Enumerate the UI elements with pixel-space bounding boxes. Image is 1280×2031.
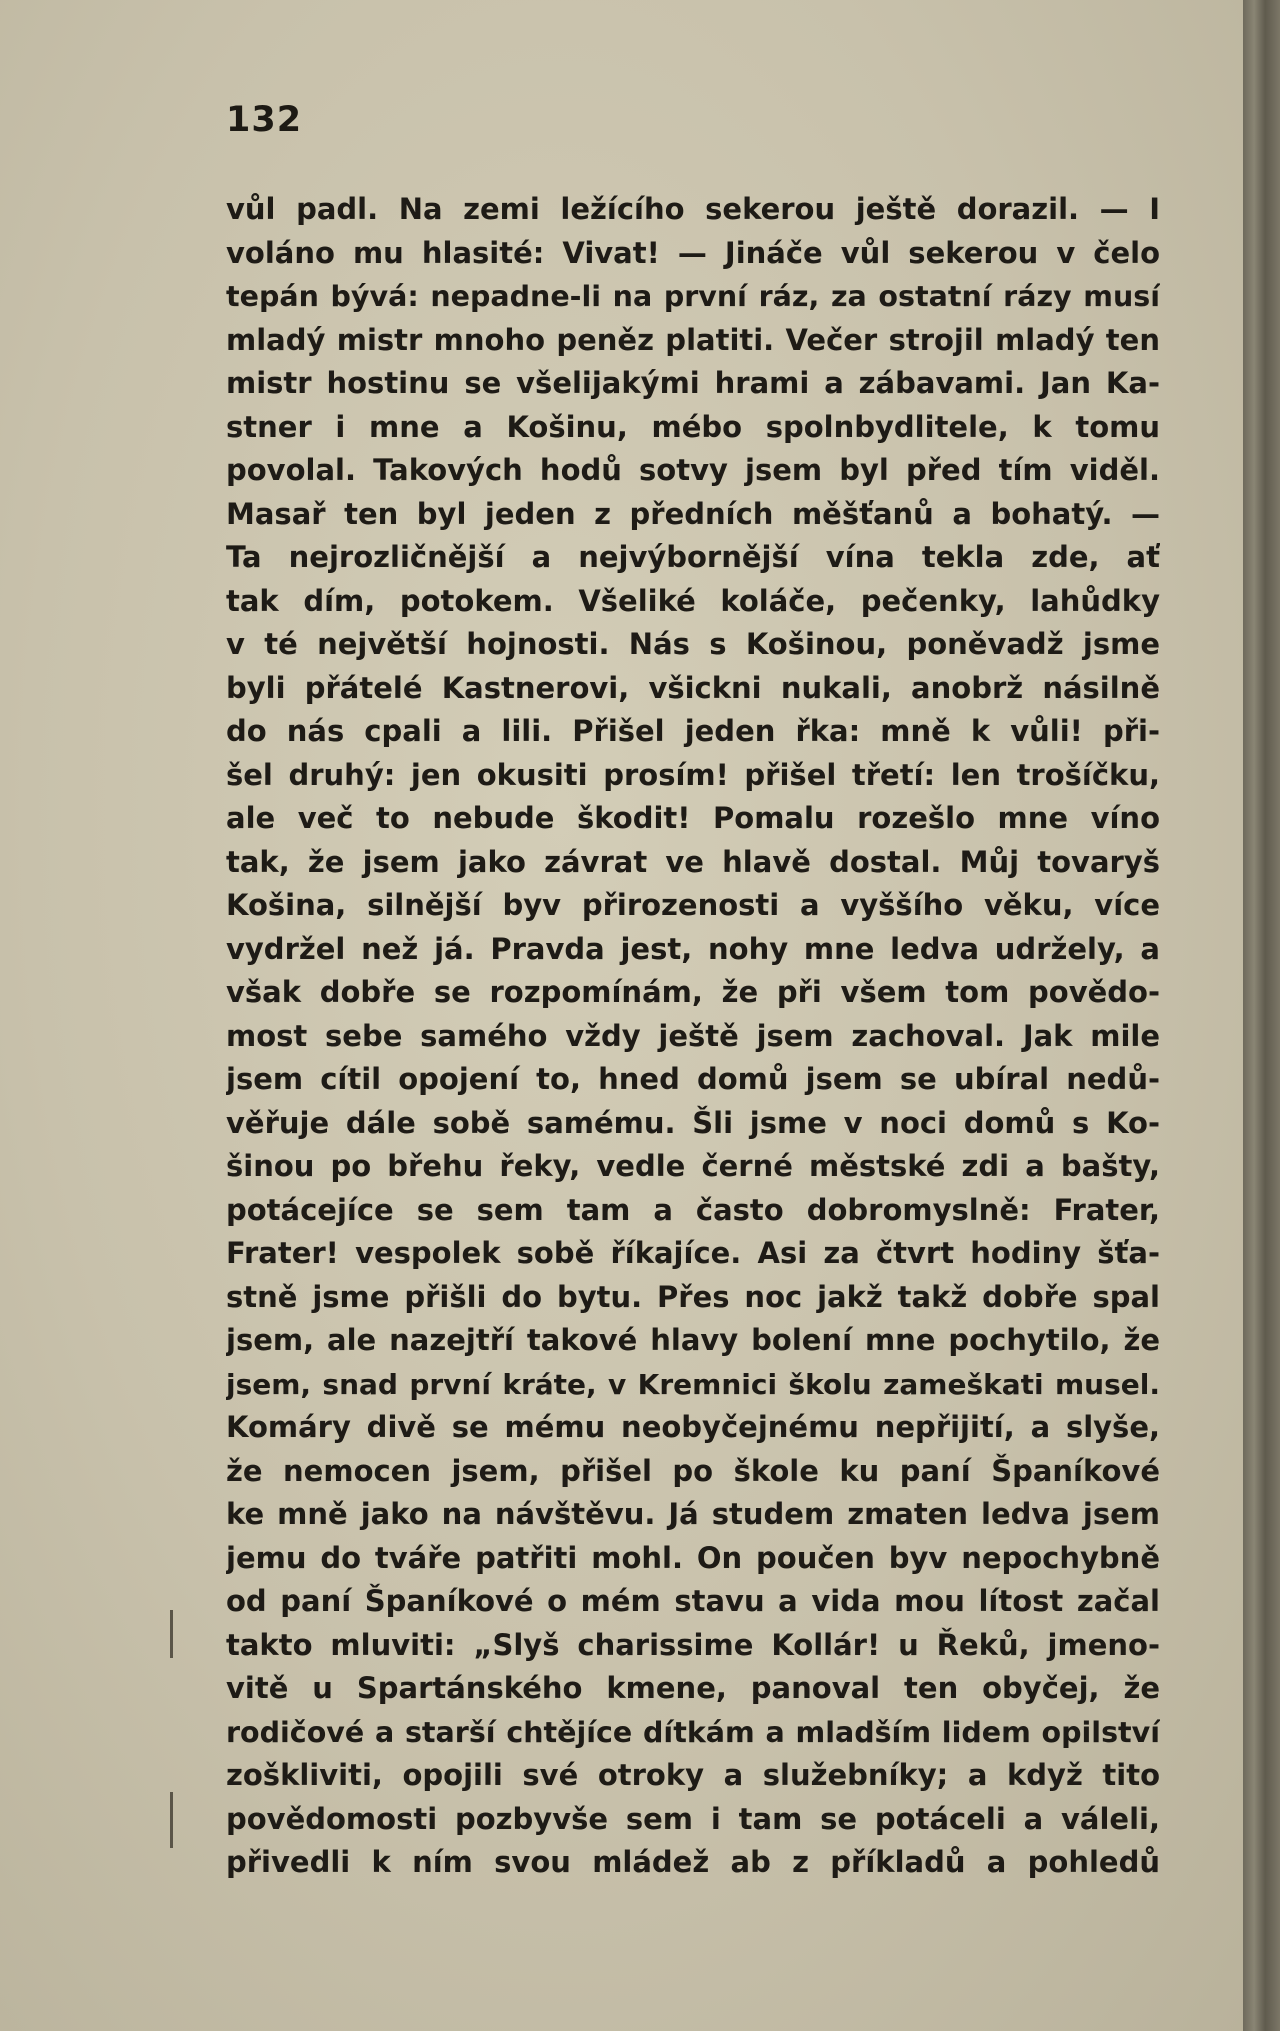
text-line: Ta nejrozličnější a nejvýbornější vína tekla zde, ať — [226, 540, 1160, 574]
text-line: Masař ten byl jeden z předních měšťanů a bohatý. — — [226, 496, 1160, 531]
text-line: rodičové a starší chtějíce dítkám a mladším lidem opilství — [226, 1715, 1160, 1749]
text-line: šinou po břehu řeky, vedle černé městské zdi a bašty, — [226, 1149, 1160, 1183]
text-line: povědomosti pozbyvše sem i tam se potáceli a váleli, — [226, 1801, 1160, 1836]
page-number: 132 — [226, 100, 303, 140]
text-line: mladý mistr mnoho peněz platiti. Večer strojil mladý ten — [226, 322, 1160, 357]
text-line: věřuje dále sobě samému. Šli jsme v noci domů s Ko- — [226, 1105, 1160, 1140]
book-binding-gutter — [1243, 0, 1280, 2031]
margin-pencil-mark — [170, 1610, 173, 1658]
text-line: Košina, silnější byv přirozenosti a vyššího věku, více — [226, 888, 1160, 922]
text-line: byli přátelé Kastnerovi, všickni nukali, anobrž násilně — [226, 670, 1160, 705]
text-line: vydržel než já. Pravda jest, nohy mne ledva udržely, a — [226, 931, 1160, 966]
text-line: jemu do tváře patřiti mohl. On poučen byv nepochybně — [226, 1540, 1160, 1575]
text-line: od paní Španíkové o mém stavu a vida mou lítost začal — [226, 1584, 1160, 1618]
text-line: však dobře se rozpomínám, že při všem tom povědo- — [226, 975, 1160, 1009]
text-line: Frater! vespolek sobě říkajíce. Asi za čtvrt hodiny šťa- — [226, 1236, 1160, 1270]
text-line: tak dím, potokem. Všeliké koláče, pečenky, lahůdky — [226, 583, 1160, 618]
text-line: do nás cpali a lili. Přišel jeden řka: mně k vůli! při- — [226, 714, 1160, 748]
text-line: vitě u Spartánského kmene, panoval ten obyčej, že — [226, 1671, 1160, 1705]
text-line: most sebe samého vždy ještě jsem zachoval. Jak mile — [226, 1018, 1160, 1053]
text-line: mistr hostinu se všelijakými hrami a zábavami. Jan Ka- — [226, 366, 1160, 400]
text-line: stner i mne a Košinu, mébo spolnbydlitele, k tomu — [226, 409, 1160, 444]
body-text — [226, 188, 1160, 1885]
text-line: stně jsme přišli do bytu. Přes noc jakž takž dobře spal — [226, 1279, 1160, 1314]
text-line: potácejíce se sem tam a často dobromyslně: Frater, — [226, 1192, 1160, 1227]
text-line: tak, že jsem jako závrat ve hlavě dostal. Můj tovaryš — [226, 844, 1160, 879]
text-line: šel druhý: jen okusiti prosím! přišel třetí: len trošíčku, — [226, 757, 1160, 792]
text-line: jsem cítil opojení to, hned domů jsem se ubíral nedů- — [226, 1062, 1160, 1096]
text-line: v té největší hojnosti. Nás s Košinou, poněvadž jsme — [226, 627, 1160, 661]
text-line: jsem, ale nazejtří takové hlavy bolení mne pochytilo, že — [226, 1323, 1160, 1357]
text-line: zoškliviti, opojili své otroky a služebníky; a když tito — [226, 1758, 1160, 1792]
text-line: voláno mu hlasité: Vivat! — Jináče vůl sekerou v čelo — [226, 235, 1160, 270]
text-line: ke mně jako na návštěvu. Já studem zmaten ledva jsem — [226, 1497, 1160, 1531]
text-line: takto mluviti: „Slyš charissime Kollár! u Řeků, jmeno- — [226, 1627, 1160, 1662]
text-line: vůl padl. Na zemi ležícího sekerou ještě dorazil. — I — [226, 192, 1160, 226]
margin-pencil-mark — [170, 1792, 173, 1848]
text-line: tepán bývá: nepadne-li na první ráz, za ostatní rázy musí — [226, 280, 1160, 313]
text-line: povolal. Takových hodů sotvy jsem byl před tím viděl. — [226, 453, 1160, 487]
text-line: jsem, snad první kráte, v Kremnici školu zameškati musel. — [226, 1367, 1160, 1401]
text-line: Komáry divě se mému neobyčejnému nepřijití, a slyše, — [226, 1410, 1160, 1444]
text-line: přivedli k ním svou mládež ab z příkladů a pohledů — [226, 1845, 1160, 1879]
text-line: ale več to nebude škodit! Pomalu rozešlo mne víno — [226, 801, 1160, 835]
text-line: že nemocen jsem, přišel po škole ku paní Španíkové — [226, 1453, 1160, 1488]
